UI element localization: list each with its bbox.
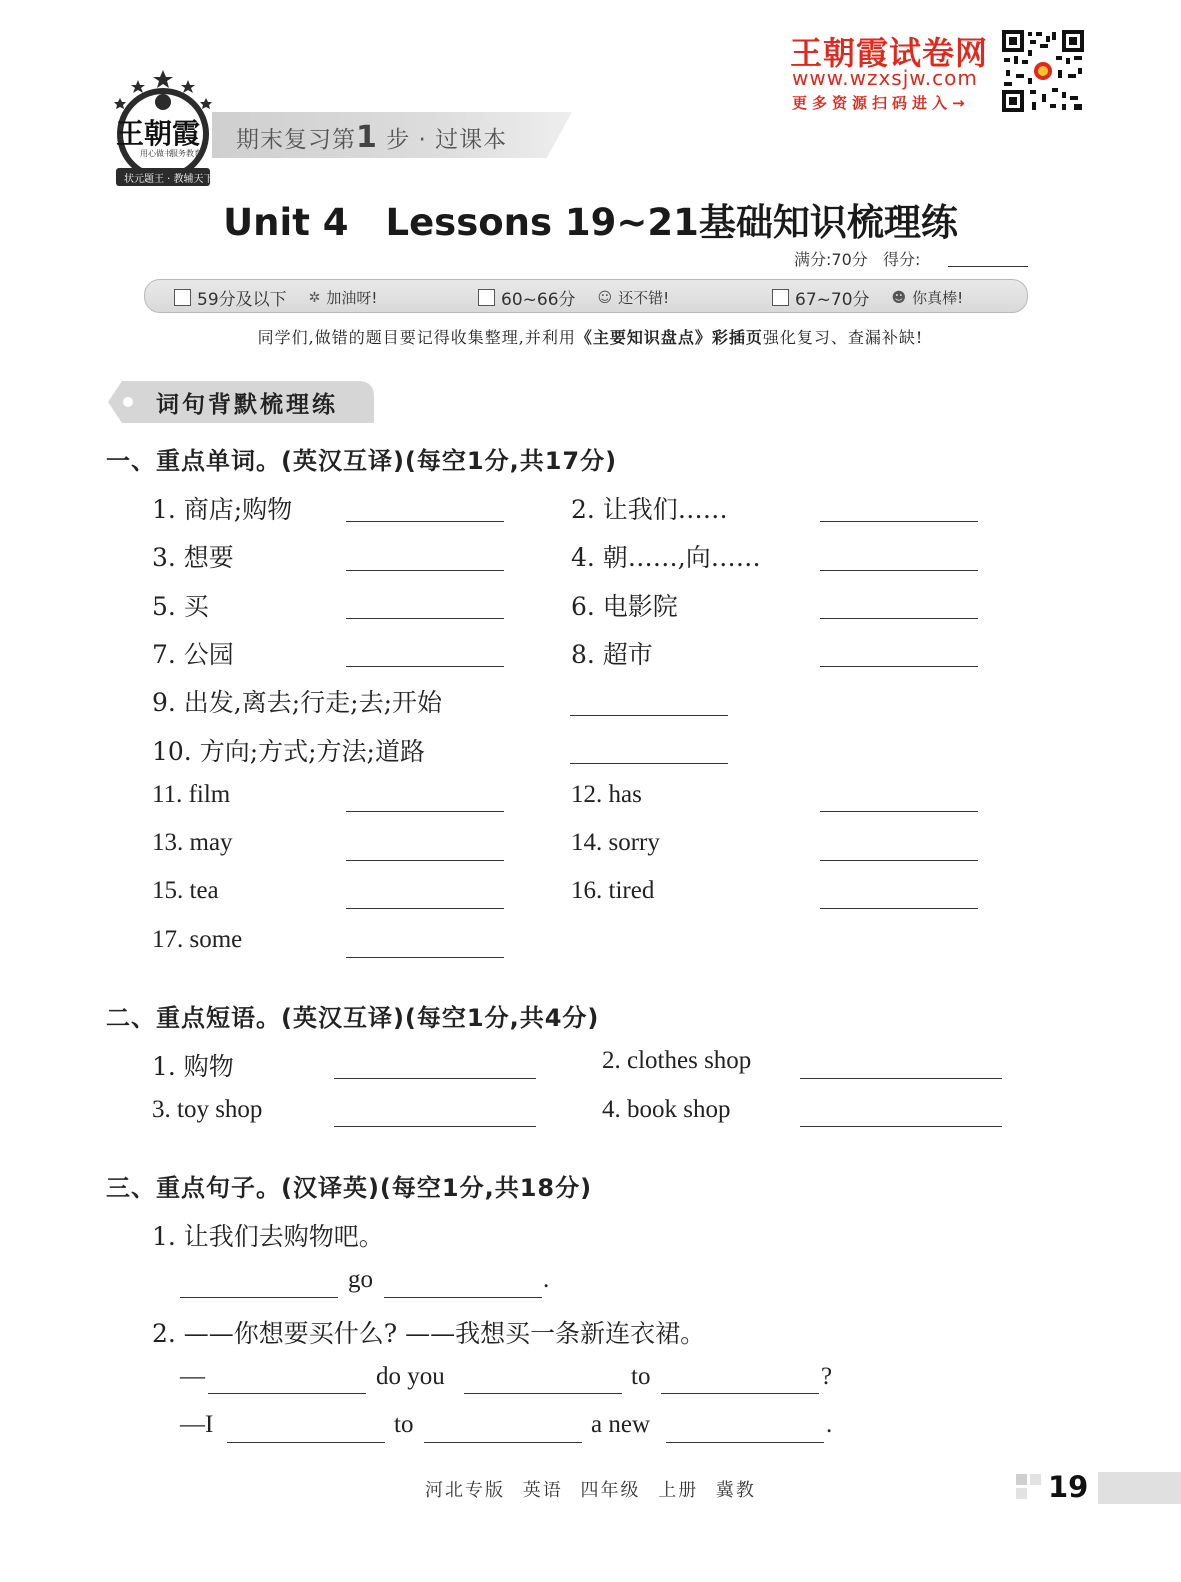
q1-answer-blank[interactable]	[346, 908, 504, 909]
brand-url[interactable]: www.wzxsjw.com	[792, 66, 978, 90]
q1-item: 5. 买	[152, 592, 209, 621]
q1-item: 14. sorry	[571, 829, 660, 856]
q2-item: 4. book shop	[602, 1096, 731, 1123]
q2-answer-blank[interactable]	[800, 1078, 1002, 1079]
q2-item: 1. 购物	[152, 1052, 234, 1081]
q1-item: 12. has	[571, 781, 642, 808]
q1-answer-blank[interactable]	[346, 957, 504, 958]
smile-face-icon: ☺	[597, 289, 613, 306]
brand-more-link[interactable]: 更多资源扫码进入→	[792, 94, 970, 112]
rating-high: 67~70分 ☻ 你真棒!	[772, 285, 963, 310]
page-number-band	[1098, 1472, 1181, 1504]
qr-code-icon[interactable]	[1002, 30, 1084, 112]
q3-punct: .	[543, 1266, 550, 1293]
q1-item: 1. 商店;购物	[152, 495, 293, 524]
q1-item: 7. 公园	[152, 640, 234, 669]
logo-motto-right: 服务教育	[170, 149, 202, 158]
grin-face-icon: ☻	[891, 289, 907, 306]
q1-answer-blank[interactable]	[820, 618, 978, 619]
q1-answer-blank[interactable]	[346, 666, 504, 667]
rating-low-checkbox[interactable]	[174, 289, 191, 306]
star-face-icon: ✲	[308, 289, 321, 306]
q2-item: 3. toy shop	[152, 1096, 263, 1123]
q1-answer-blank[interactable]	[570, 715, 728, 716]
q1-item: 17. some	[152, 926, 243, 953]
q3-dash: —	[180, 1363, 205, 1390]
q3-answer-blank[interactable]	[424, 1442, 582, 1443]
q1-answer-blank[interactable]	[570, 763, 728, 764]
page-title: Unit 4 Lessons 19~21基础知识梳理练	[223, 201, 958, 244]
q1-answer-blank[interactable]	[346, 860, 504, 861]
q1-item: 2. 让我们……	[571, 495, 728, 524]
q1-answer-blank[interactable]	[346, 570, 504, 571]
page-number: 19	[1048, 1470, 1089, 1504]
q1-answer-blank[interactable]	[346, 811, 504, 812]
q1-answer-blank[interactable]	[820, 908, 978, 909]
q3-heading: 三、重点句子。(汉译英)(每空1分,共18分)	[106, 1174, 593, 1202]
q3-answer-blank[interactable]	[208, 1393, 366, 1394]
score-line: 满分:70分 得分:	[794, 250, 921, 269]
q1-heading: 一、重点单词。(英汉互译)(每空1分,共17分)	[106, 447, 618, 475]
q1-item: 16. tired	[571, 877, 655, 904]
q1-item: 13. may	[152, 829, 233, 856]
q1-item: 10. 方向;方式;方法;道路	[152, 737, 425, 766]
q2-answer-blank[interactable]	[334, 1126, 536, 1127]
q3-prompt-1: 1. 让我们去购物吧。	[152, 1222, 384, 1251]
q1-answer-blank[interactable]	[820, 860, 978, 861]
page-corner-decoration	[1016, 1474, 1044, 1502]
q1-item: 11. film	[152, 781, 231, 808]
q1-answer-blank[interactable]	[346, 521, 504, 522]
q3-punct: .	[826, 1411, 833, 1438]
section-label: 词句背默梳理练	[156, 392, 338, 418]
logo-motto-left: 用心做书	[140, 149, 172, 158]
q2-heading: 二、重点短语。(英汉互译)(每空1分,共4分)	[106, 1004, 600, 1032]
q1-answer-blank[interactable]	[820, 811, 978, 812]
q1-answer-blank[interactable]	[820, 521, 978, 522]
rating-mid: 60~66分 ☺ 还不错!	[478, 285, 669, 310]
rating-low: 59分及以下 ✲ 加油呀!	[174, 285, 377, 310]
q1-item: 15. tea	[152, 877, 219, 904]
rating-high-checkbox[interactable]	[772, 289, 789, 306]
q3-word: to	[394, 1411, 414, 1438]
q1-item: 8. 超市	[571, 640, 653, 669]
logo-name: 王朝霞	[116, 117, 201, 150]
q2-answer-blank[interactable]	[334, 1078, 536, 1079]
q1-item: 9. 出发,离去;行走;去;开始	[152, 688, 443, 717]
q3-answer-blank[interactable]	[666, 1442, 824, 1443]
q3-word: a new	[591, 1411, 650, 1438]
footer-info: 河北专版 英语 四年级 上册 冀教	[425, 1480, 756, 1501]
q1-answer-blank[interactable]	[820, 666, 978, 667]
q3-answer-blank[interactable]	[661, 1393, 819, 1394]
q3-word: to	[631, 1363, 651, 1390]
q1-answer-blank[interactable]	[820, 570, 978, 571]
logo-ribbon: 状元题王 · 教辅天下	[124, 174, 214, 185]
q3-answer-blank[interactable]	[384, 1297, 542, 1298]
q2-answer-blank[interactable]	[800, 1126, 1002, 1127]
q1-item: 3. 想要	[152, 543, 234, 572]
q1-item: 6. 电影院	[571, 592, 678, 621]
q3-prompt-2: 2. ——你想要买什么? ——我想买一条新连衣裙。	[152, 1319, 706, 1348]
score-input[interactable]	[948, 266, 1028, 267]
rating-mid-checkbox[interactable]	[478, 289, 495, 306]
q1-item: 4. 朝……,向……	[571, 543, 761, 572]
brand-title: 王朝霞试卷网	[790, 34, 989, 72]
step-label: 期末复习第1 步 · 过课本	[236, 120, 508, 155]
q3-word: do you	[376, 1363, 445, 1390]
q3-word: go	[348, 1266, 373, 1293]
q3-answer-blank[interactable]	[464, 1393, 622, 1394]
q2-item: 2. clothes shop	[602, 1047, 752, 1074]
reminder-text: 同学们,做错的题目要记得收集整理,并利用《主要知识盘点》彩插页强化复习、查漏补缺!	[257, 328, 924, 347]
q3-answer-blank[interactable]	[180, 1297, 338, 1298]
q1-answer-blank[interactable]	[346, 618, 504, 619]
q3-answer-blank[interactable]	[227, 1442, 385, 1443]
q3-word: —I	[180, 1411, 214, 1438]
q3-punct: ?	[821, 1363, 833, 1390]
